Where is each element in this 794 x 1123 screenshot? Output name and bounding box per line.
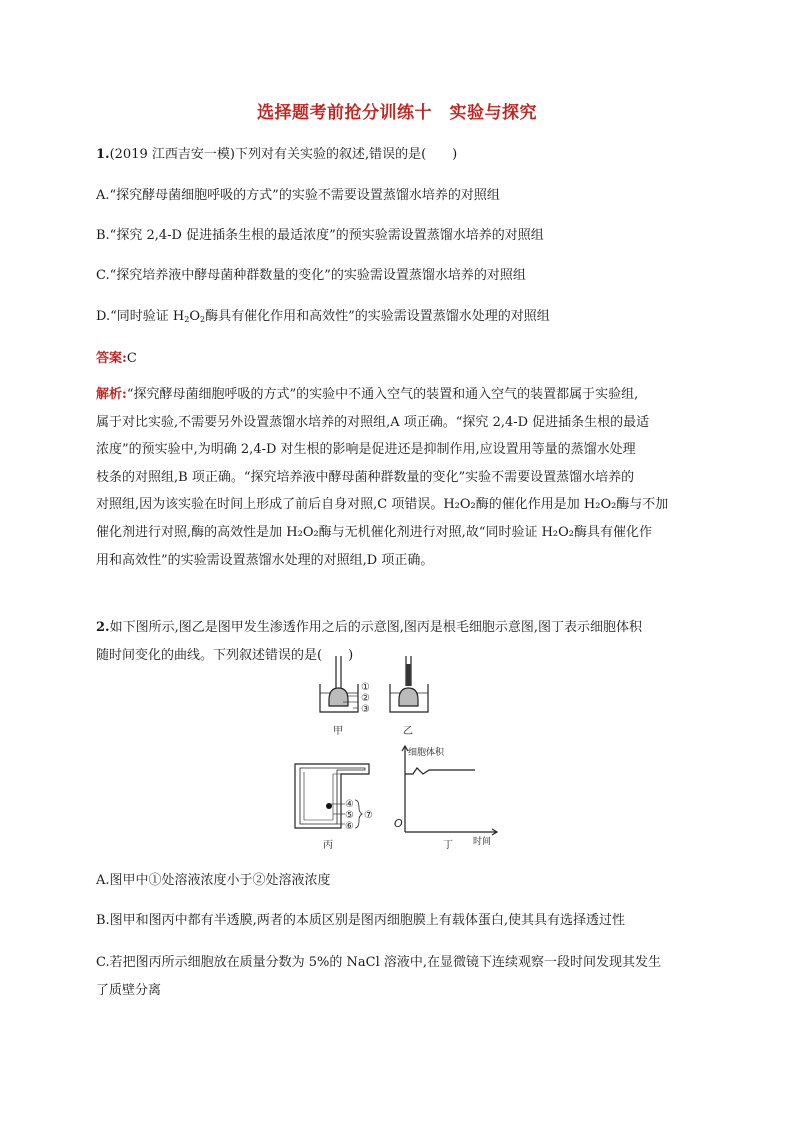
question-1-number: 1. xyxy=(96,147,110,162)
question-2-option-c: C.若把图丙所示细胞放在质量分数为 5%的 NaCl 溶液中,在显微镜下连续观察一段时间发现其发生 了质壁分离 xyxy=(96,955,661,998)
label-ding: 丁 xyxy=(443,840,453,851)
question-1-analysis: 解析:“探究酵母菌细胞呼吸的方式”的实验中不通入空气的装置和通入空气的装置都属于实验组, 属于对比实验,不需要另外设置蒸馏水培养的对照组,A 项正确。“探究 2,4-D 促进插条生根的最适 浓度”的预实验中,为明确 2,4-D 对生根的影响是促进还是抑制作用,应设置用等量的蒸馏水处理 枝条的对照组,B 项正确。“探究培养液中酵母菌种群数量的变化”实验不需要设置蒸馏水培养的 对照组,因为该实验在时间上形成了前后自身对照,C 项错误。H₂O₂酶的催化作用是加 H₂O₂酶与不加 催化剂进行对照,酶的高效性是加 H₂O₂酶与无机催化剂进行对照,故“同时验证 H₂O₂酶具有催化作 用和高效性”的实验需设置蒸馏水处理的对照组,D 项正确。 xyxy=(96,387,669,568)
question-1-option-a: A.“探究酵母菌细胞呼吸的方式”的实验不需要设置蒸馏水培养的对照组 xyxy=(96,188,500,203)
mark-4: ④ xyxy=(345,799,354,810)
mark-3: ③ xyxy=(361,704,370,715)
question-1-answer xyxy=(96,345,706,372)
question-2-option-a: A.图甲中①处溶液浓度小于②处溶液浓度 xyxy=(96,873,331,888)
question-1-option-b: B.“探究 2,4-D 促进插条生根的最适浓度”的预实验需设置蒸馏水培养的对照组 xyxy=(96,228,544,243)
question-2-option-b: B.图甲和图丙中都有半透膜,两者的本质区别是图丙细胞膜上有载体蛋白,使其具有选择透过性 xyxy=(96,913,625,928)
apparatus-yi xyxy=(390,656,428,712)
question-2-stem: 2.如下图所示,图乙是图甲发生渗透作用之后的示意图,图丙是根毛细胞示意图,图丁表示细胞体积 随时间变化的曲线。下列叙述错误的是( ) xyxy=(96,620,642,663)
page-title: 选择题考前抢分训练十 实验与探究 xyxy=(257,103,537,123)
origin-label: O xyxy=(394,817,403,830)
apparatus-jia xyxy=(320,656,358,712)
analysis-label: 解析: xyxy=(96,387,127,402)
mark-7: ⑦ xyxy=(364,810,373,821)
root-hair-cell xyxy=(295,764,369,828)
question-1-text: (2019 江西吉安一模)下列对有关实验的叙述,错误的是( ) xyxy=(109,147,458,162)
answer-label: 答案: xyxy=(96,351,127,366)
mark-1: ① xyxy=(361,682,370,693)
label-yi: 乙 xyxy=(403,726,413,737)
volume-curve xyxy=(402,746,497,835)
question-1-option-c: C.“探究培养液中酵母菌种群数量的变化”的实验需设置蒸馏水培养的对照组 xyxy=(96,268,526,283)
label-jia: 甲 xyxy=(333,726,343,737)
question-1-stem xyxy=(96,141,706,168)
mark-2: ② xyxy=(361,693,370,704)
answer-value: C xyxy=(126,351,137,366)
mark-5: ⑤ xyxy=(345,810,354,821)
question-2-number: 2. xyxy=(96,620,110,635)
y-axis-label: 细胞体积 xyxy=(408,748,445,758)
x-axis-label: 时间 xyxy=(473,837,492,847)
label-bing: 丙 xyxy=(323,840,333,851)
osmosis-figure xyxy=(285,652,515,852)
mark-6: ⑥ xyxy=(345,821,354,832)
question-1-option-d: D.“同时验证 $H_2O_2$酶具有催化作用和高效性”的实验需设置蒸馏水处理的对照组 xyxy=(96,309,550,324)
